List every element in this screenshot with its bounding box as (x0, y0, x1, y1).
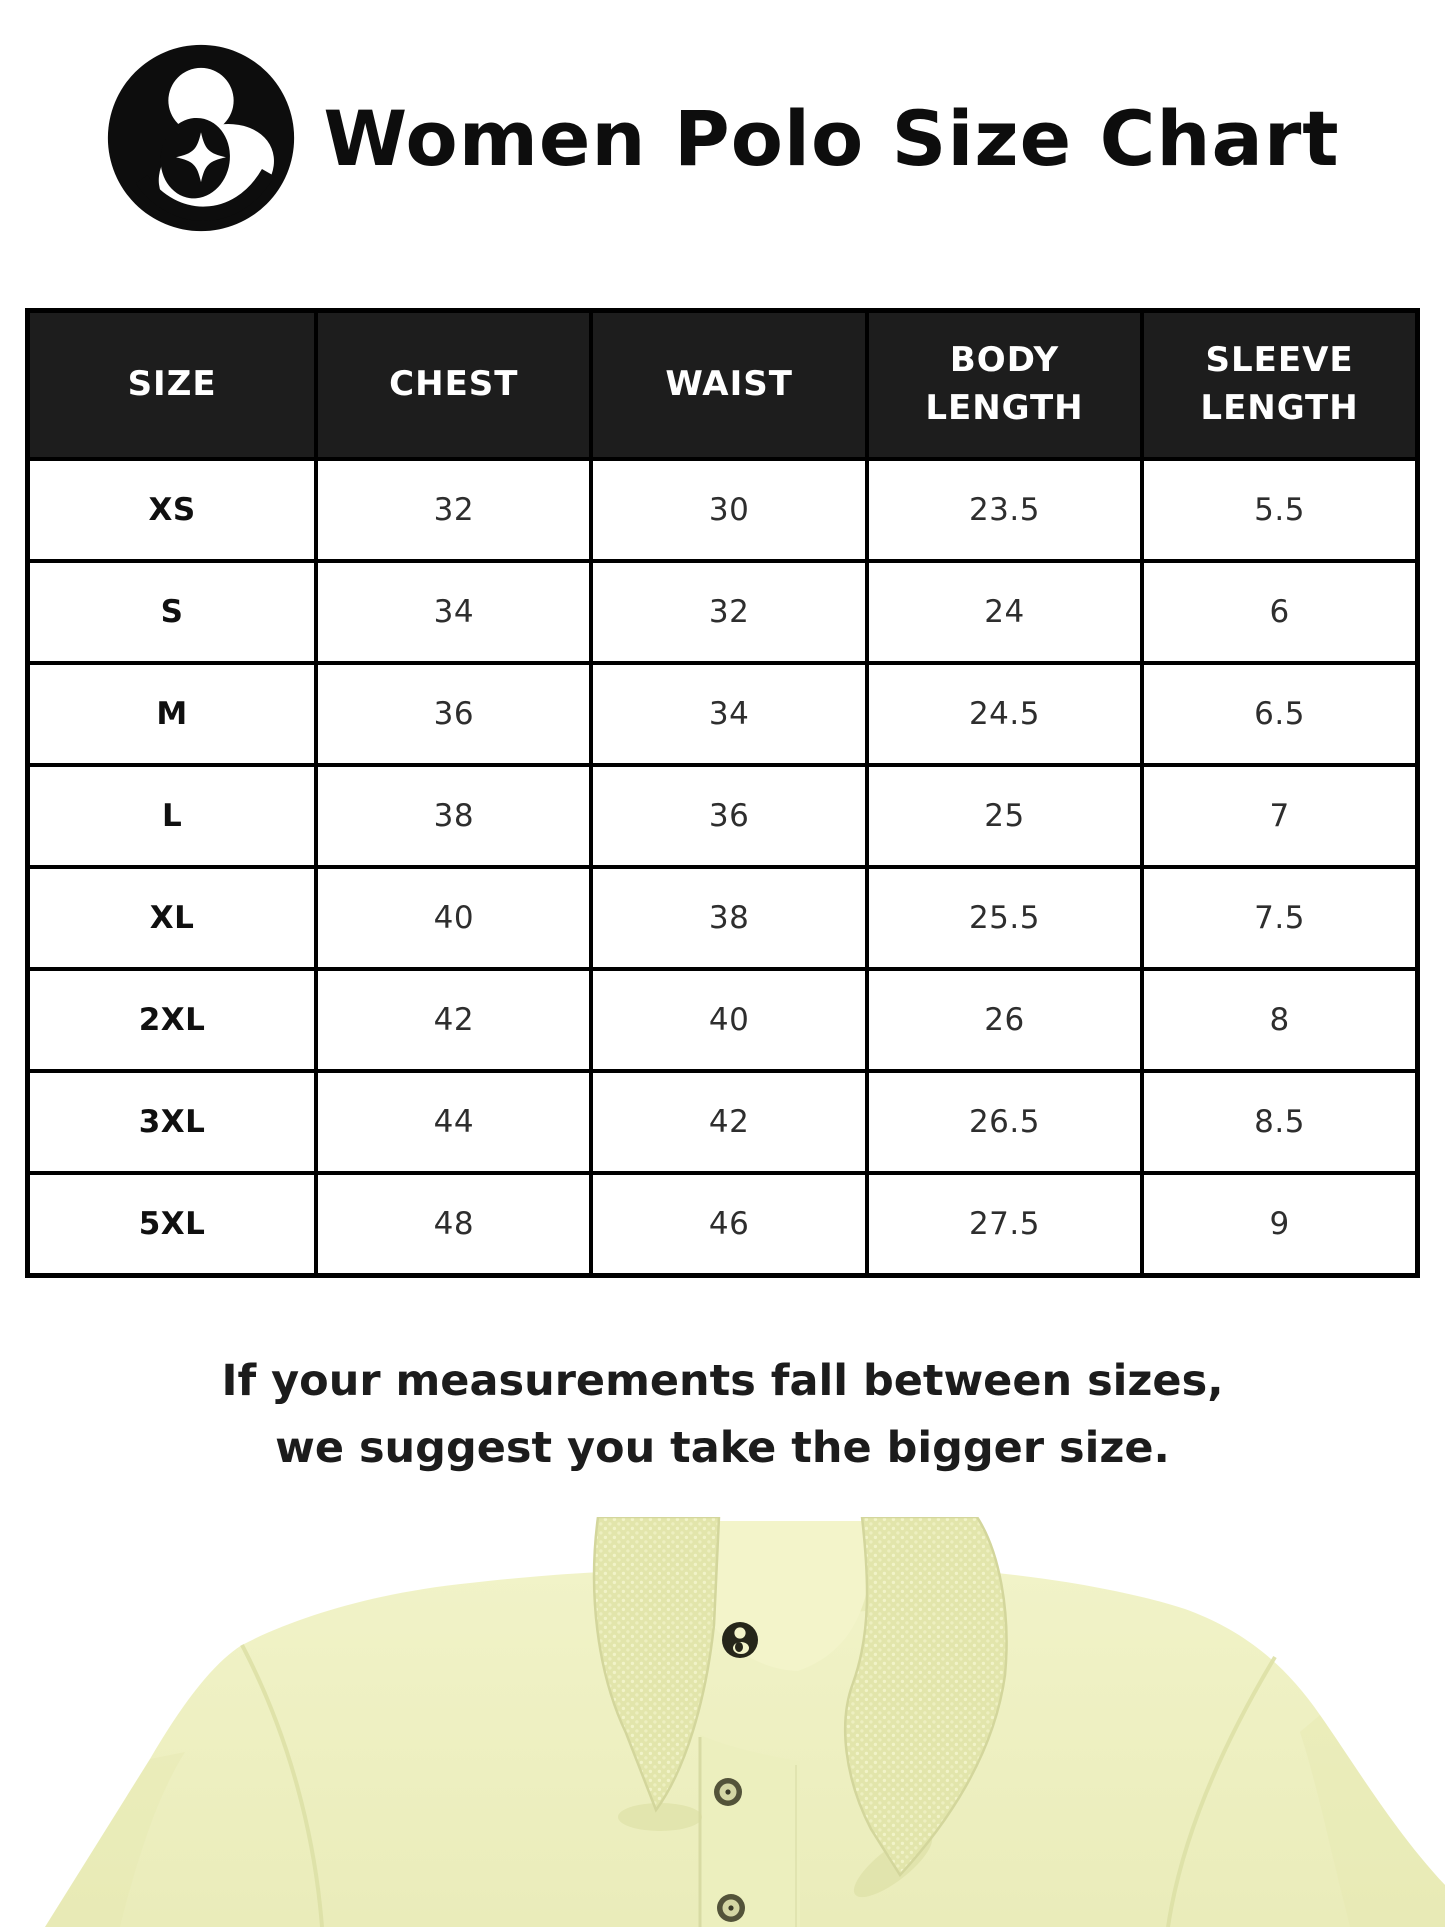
value-cell: 8 (1142, 969, 1417, 1071)
value-cell: 48 (316, 1173, 591, 1276)
column-header: BODY LENGTH (867, 311, 1142, 460)
sizing-note-line2: we suggest you take the bigger size. (275, 1422, 1170, 1473)
value-cell: 26 (867, 969, 1142, 1071)
table-row (28, 1173, 1418, 1276)
size-table (25, 308, 1420, 1278)
brand-header (0, 42, 1445, 234)
size-cell: 3XL (28, 1071, 317, 1173)
value-cell: 24 (867, 561, 1142, 663)
value-cell: 36 (316, 663, 591, 765)
column-header: SLEEVE LENGTH (1142, 311, 1417, 460)
value-cell: 38 (316, 765, 591, 867)
value-cell: 24.5 (867, 663, 1142, 765)
polo-shirt-collar-photo (0, 1517, 1445, 1927)
table-row (28, 867, 1418, 969)
size-cell: 5XL (28, 1173, 317, 1276)
value-cell: 30 (591, 459, 866, 561)
table-row (28, 765, 1418, 867)
value-cell: 34 (316, 561, 591, 663)
value-cell: 32 (591, 561, 866, 663)
value-cell: 8.5 (1142, 1071, 1417, 1173)
value-cell: 7.5 (1142, 867, 1417, 969)
placket-button-2 (717, 1894, 745, 1922)
value-cell: 44 (316, 1071, 591, 1173)
value-cell: 40 (316, 867, 591, 969)
value-cell: 9 (1142, 1173, 1417, 1276)
size-cell: M (28, 663, 317, 765)
value-cell: 40 (591, 969, 866, 1071)
value-cell: 6 (1142, 561, 1417, 663)
value-cell: 25.5 (867, 867, 1142, 969)
neck-label-logo (722, 1622, 758, 1658)
table-row (28, 663, 1418, 765)
value-cell: 6.5 (1142, 663, 1417, 765)
column-header: SIZE (28, 311, 317, 460)
value-cell: 27.5 (867, 1173, 1142, 1276)
size-cell: L (28, 765, 317, 867)
table-row (28, 969, 1418, 1071)
table-header-row (28, 311, 1418, 460)
value-cell: 34 (591, 663, 866, 765)
sizing-note-line1: If your measurements fall between sizes, (221, 1356, 1224, 1406)
size-cell: S (28, 561, 317, 663)
table-row (28, 561, 1418, 663)
size-cell: 2XL (28, 969, 317, 1071)
value-cell: 38 (591, 867, 866, 969)
table-row (28, 1071, 1418, 1173)
value-cell: 42 (591, 1071, 866, 1173)
placket-button-1 (714, 1778, 742, 1806)
value-cell: 36 (591, 765, 866, 867)
column-header: WAIST (591, 311, 866, 460)
value-cell: 42 (316, 969, 591, 1071)
sizing-note (0, 1348, 1445, 1481)
placket (700, 1735, 800, 1927)
value-cell: 32 (316, 459, 591, 561)
size-cell: XL (28, 867, 317, 969)
value-cell: 25 (867, 765, 1142, 867)
value-cell: 23.5 (867, 459, 1142, 561)
mother-and-baby-icon (105, 42, 297, 234)
value-cell: 5.5 (1142, 459, 1417, 561)
size-table-container (25, 308, 1420, 1278)
table-body (28, 459, 1418, 1276)
value-cell: 26.5 (867, 1071, 1142, 1173)
page-title: Women Polo Size Chart (323, 93, 1340, 183)
table-row (28, 459, 1418, 561)
value-cell: 46 (591, 1173, 866, 1276)
size-cell: XS (28, 459, 317, 561)
value-cell: 7 (1142, 765, 1417, 867)
column-header: CHEST (316, 311, 591, 460)
